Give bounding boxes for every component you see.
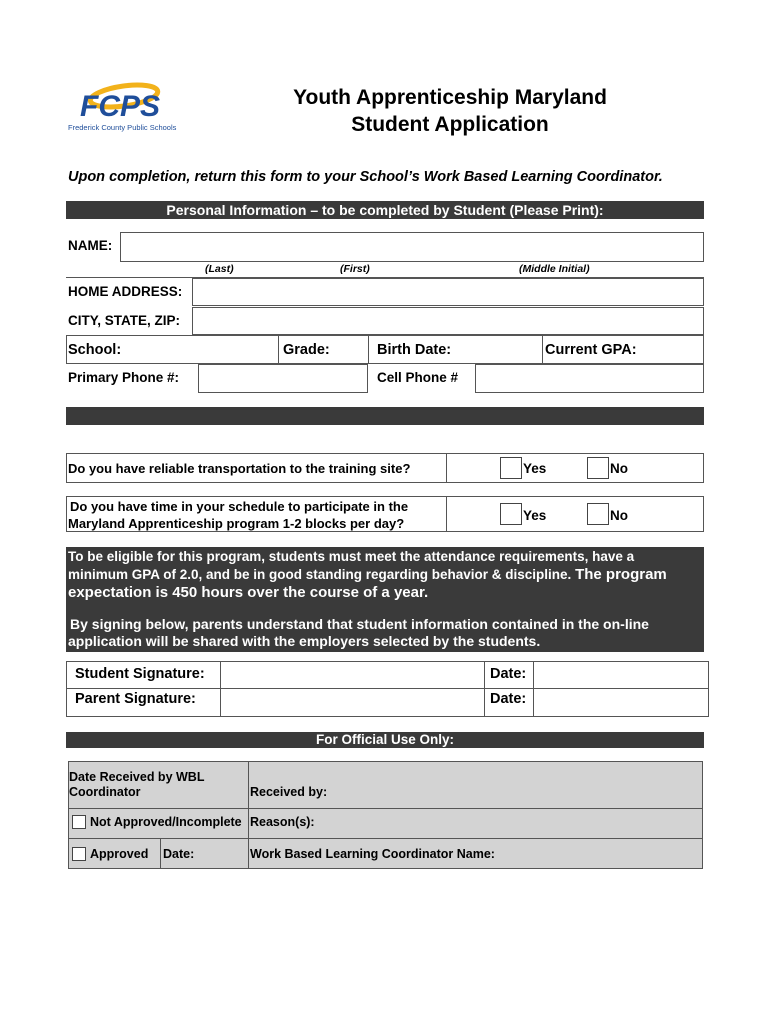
student-signature-label: Student Signature: — [75, 666, 205, 682]
parent-date-label: Date: — [490, 691, 527, 707]
student-date-field[interactable] — [534, 662, 708, 688]
parent-date-field[interactable] — [534, 689, 708, 716]
city-field[interactable] — [192, 307, 704, 335]
fcps-logo-graphic — [66, 66, 196, 134]
official-use-header: For Official Use Only: — [66, 732, 704, 748]
approved-label: Approved — [90, 847, 149, 861]
consent-line-1: By signing below, parents understand that student information contained in the on-line — [70, 616, 649, 632]
grade-label[interactable]: Grade: — [283, 342, 330, 358]
approved-checkbox[interactable] — [72, 847, 86, 861]
question-transport: Do you have reliable transportation to the training site? — [68, 461, 411, 476]
date-received-line1: Date Received by WBL — [69, 770, 205, 784]
section-divider-bar — [66, 407, 704, 425]
school-label[interactable]: School: — [68, 342, 122, 358]
official-date-label: Date: — [163, 847, 195, 861]
primary-phone-field[interactable] — [198, 364, 368, 393]
notice-line-3: expectation is 450 hours over the course of a year. — [68, 584, 429, 601]
first-hint: (First) — [340, 263, 370, 275]
logo-text: FCPS — [80, 90, 161, 123]
middle-hint: (Middle Initial) — [519, 263, 590, 275]
transport-yes-label: Yes — [523, 461, 547, 476]
date-received-line2: Coordinator — [69, 785, 141, 799]
reasons-label: Reason(s): — [250, 815, 315, 829]
student-date-label: Date: — [490, 666, 527, 682]
coordinator-name-label: Work Based Learning Coordinator Name: — [250, 847, 495, 861]
student-signature-field[interactable] — [221, 662, 484, 688]
logo-subtext: Frederick County Public Schools — [68, 123, 177, 132]
cell-phone-label: Cell Phone # — [377, 370, 459, 385]
received-by-label: Received by: — [250, 785, 328, 799]
eligibility-notice — [66, 547, 704, 604]
question-schedule-line1: Do you have time in your schedule to participate in the — [70, 499, 409, 514]
gpa-label[interactable]: Current GPA: — [545, 342, 637, 358]
schedule-no-checkbox[interactable] — [587, 503, 609, 525]
question-schedule-line2: Maryland Apprenticeship program 1-2 blocks per day? — [68, 516, 405, 531]
parent-signature-label: Parent Signature: — [75, 691, 196, 707]
cell-phone-field[interactable] — [475, 364, 704, 393]
not-approved-label: Not Approved/Incomplete — [90, 815, 242, 829]
consent-notice — [66, 614, 704, 652]
home-address-label: HOME ADDRESS: — [68, 284, 183, 299]
notice-line-1: To be eligible for this program, students must meet the attendance requirements, have a — [68, 549, 635, 564]
personal-info-header: Personal Information – to be completed by Student (Please Print): — [66, 201, 704, 219]
form-title — [250, 84, 650, 138]
consent-line-2: application will be shared with the employers selected by the students. — [68, 633, 541, 649]
fcps-logo — [66, 66, 196, 134]
not-approved-checkbox[interactable] — [72, 815, 86, 829]
birth-date-label[interactable]: Birth Date: — [377, 342, 452, 358]
transport-no-checkbox[interactable] — [587, 457, 609, 479]
transport-yes-checkbox[interactable] — [500, 457, 522, 479]
home-address-field[interactable] — [192, 278, 704, 306]
schedule-yes-label: Yes — [523, 508, 547, 523]
schedule-no-label: No — [610, 508, 628, 523]
transport-no-label: No — [610, 461, 628, 476]
instruction-text: Upon completion, return this form to your School’s Work Based Learning Coordinator. — [68, 169, 663, 185]
notice-line-2a: minimum GPA of 2.0, and be in good standing regarding behavior & discipline. — [68, 567, 572, 582]
primary-phone-label: Primary Phone #: — [68, 370, 180, 385]
city-label: CITY, STATE, ZIP: — [68, 313, 181, 328]
title-line-2: Student Application — [351, 113, 549, 136]
name-field[interactable] — [120, 232, 704, 262]
last-hint: (Last) — [205, 263, 234, 275]
parent-signature-field[interactable] — [221, 689, 484, 716]
notice-line-2b: The program — [575, 566, 667, 583]
title-line-1: Youth Apprenticeship Maryland — [293, 86, 607, 109]
schedule-yes-checkbox[interactable] — [500, 503, 522, 525]
name-label: NAME: — [68, 238, 113, 253]
